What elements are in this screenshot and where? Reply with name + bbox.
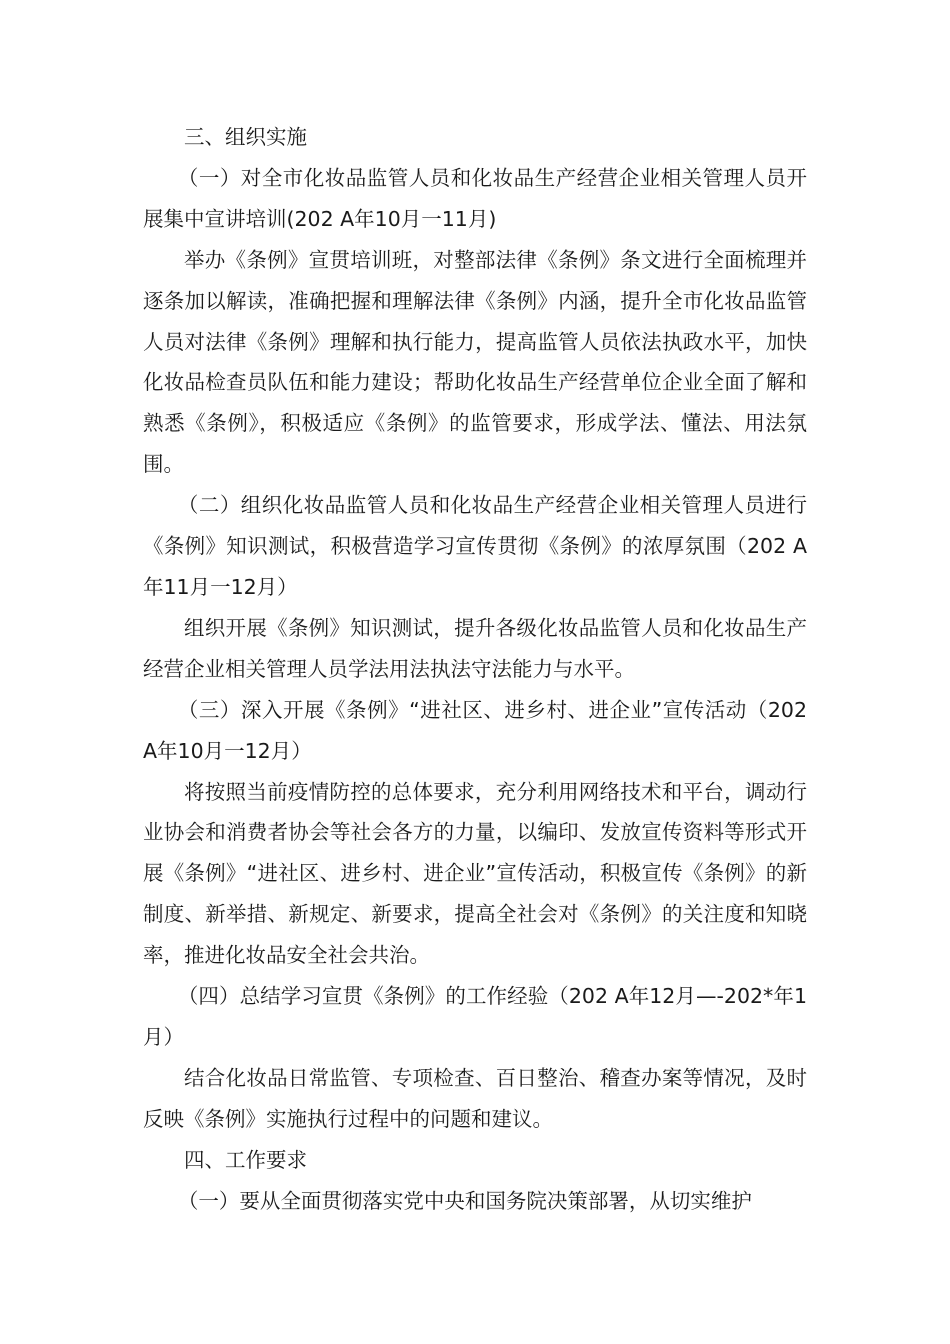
body-paragraph-2: 组织开展《条例》知识测试，提升各级化妆品监管人员和化妆品生产经营企业相关管理人员学法用法执法守法能力与水平。 xyxy=(143,615,807,681)
document-body xyxy=(143,117,807,1221)
subsection-heading-4: （四）总结学习宣贯《条例》的工作经验（202 A年12月—-202*年1月） xyxy=(143,984,807,1049)
body-paragraph-3: 将按照当前疫情防控的总体要求，充分利用网络技术和平台，调动行业协会和消费者协会等社会各方的力量，以编印、发放宣传资料等形式开展《条例》“进社区、进乡村、进企业”宣传活动，积极宣传《条例》的新制度、新举措、新规定、新要求，提高全社会对《条例》的关注度和知晓率，推进化妆品安全社会共治。 xyxy=(143,779,807,968)
body-paragraph-4: 结合化妆品日常监管、专项检查、百日整治、稽查办案等情况，及时反映《条例》实施执行过程中的问题和建议。 xyxy=(143,1065,807,1131)
subsection-heading-3: （三）深入开展《条例》“进社区、进乡村、进企业”宣传活动（202 A年10月一12月） xyxy=(143,697,807,763)
subsection-heading-5: （一）要从全面贯彻落实党中央和国务院决策部署，从切实维护 xyxy=(177,1188,752,1213)
body-paragraph-1: 举办《条例》宣贯培训班，对整部法律《条例》条文进行全面梳理并逐条加以解读，准确把握和理解法律《条例》内涵，提升全市化妆品监管人员对法律《条例》理解和执行能力，提高监管人员依法执政水平，加快化妆品检查员队伍和能力建设；帮助化妆品生产经营单位企业全面了解和熟悉《条例》，积极适应《条例》的监管要求，形成学法、懂法、用法氛围。 xyxy=(143,247,807,477)
section-heading-organize: 三、组织实施 xyxy=(184,125,307,149)
subsection-heading-1: （一）对全市化妆品监管人员和化妆品生产经营企业相关管理人员开展集中宣讲培训(202 A年10月一11月) xyxy=(143,165,807,231)
subsection-heading-2: （二）组织化妆品监管人员和化妆品生产经营企业相关管理人员进行《条例》知识测试，积极营造学习宣传贯彻《条例》的浓厚氛围（202 A年11月一12月） xyxy=(143,493,807,599)
section-heading-requirements: 四、工作要求 xyxy=(184,1147,307,1172)
